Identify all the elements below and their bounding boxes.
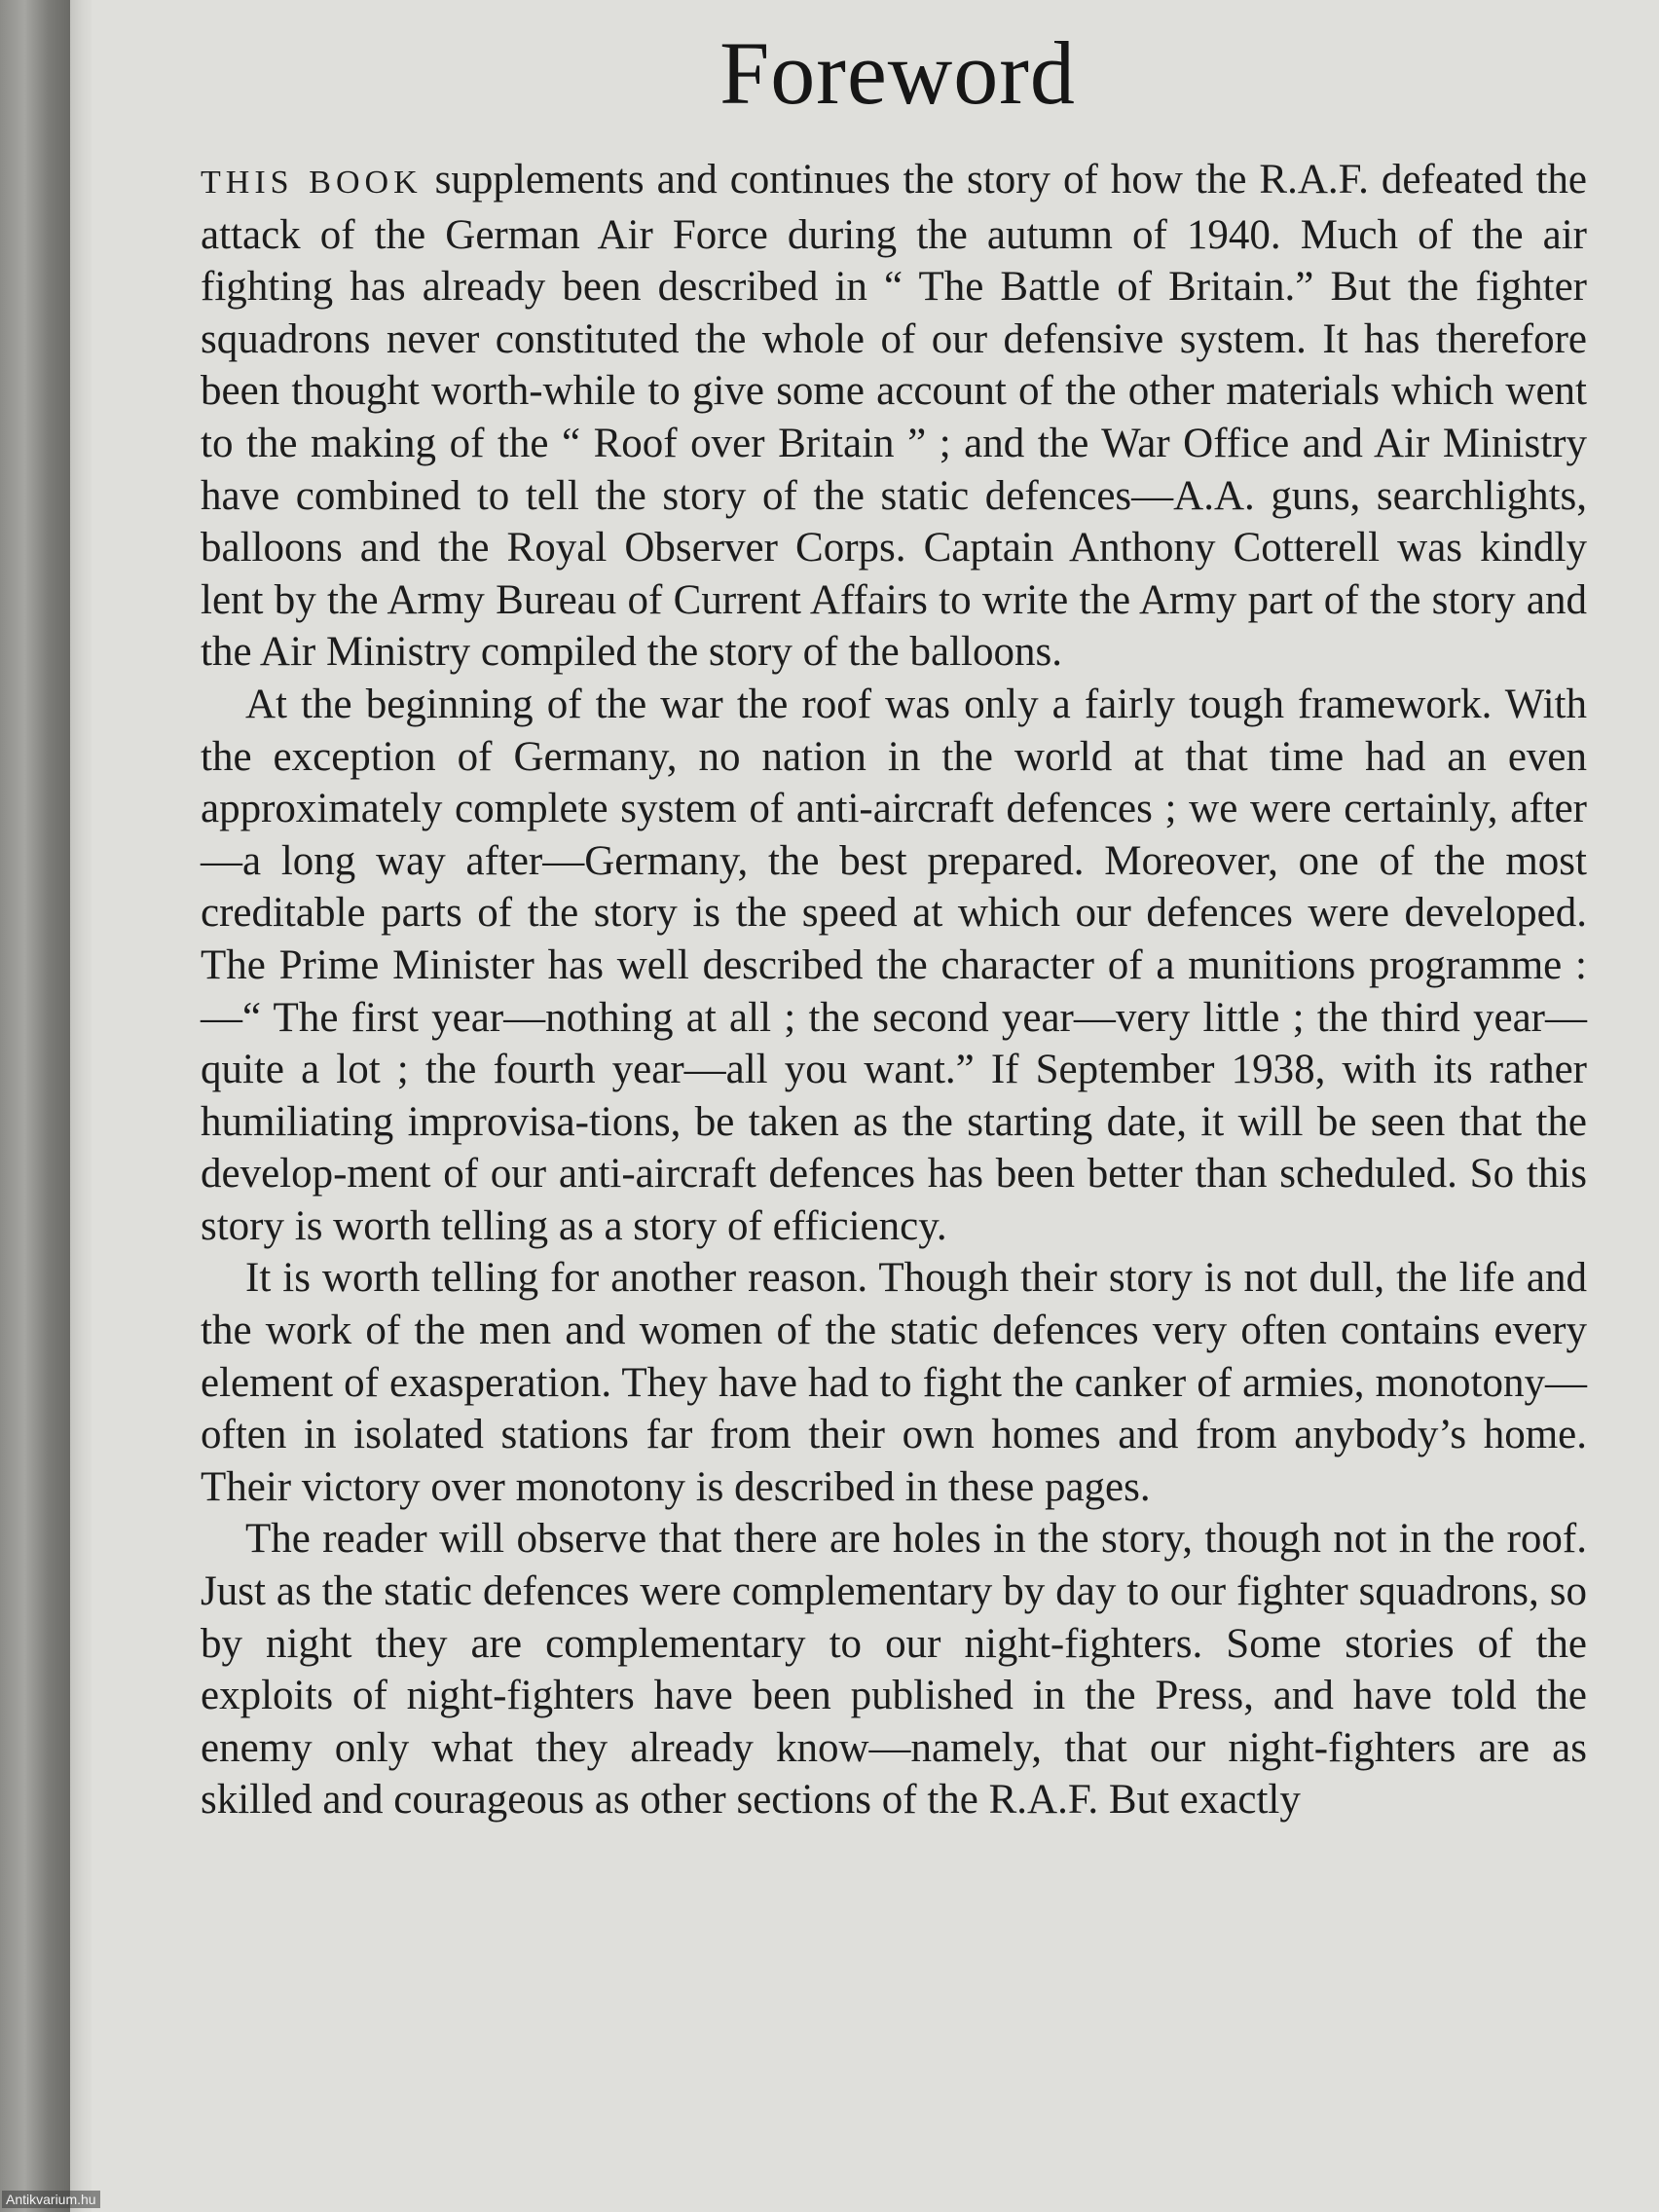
paragraph-4: The reader will observe that there are holes in the story, though not in the roof. Just as the static defences were complementary by day to our fighter squadrons, so by night they are complementary to our night-fighters. Some stories of the exploits of night-fighters have been published in the Press, and have told the enemy only what they already know—namely, that our night-fighters are as skilled and courageous as other sections of the R.A.F. But exactly: [201, 1516, 1587, 1824]
watermark-label: Antikvarium.hu: [2, 2191, 100, 2208]
lead-in-smallcaps: THIS BOOK: [201, 165, 423, 201]
page-gutter: [70, 0, 92, 2212]
paragraph-1-text: supplements and continues the story of how the R.A.F. defeated the attack of the German Air Force during the autumn of 1940. Much of the air fighting has already been described in “ The Battle of Britain.” But the fighter squadrons never constituted the whole of our defensive system. It has therefore been thought worth-while to give some account of the other materials which went to the making of the “ Roof over Britain ” ; and the War Office and Air Ministry have combined to tell the story of the static defences—A.A. guns, searchlights, balloons and the Royal Observer Corps. Captain Anthony Cotterell was kindly lent by the Army Bureau of Current Affairs to write the Army part of the story and the Air Ministry compiled the story of the balloons.: [201, 157, 1587, 676]
book-spine-shadow: [0, 0, 70, 2212]
paragraph-2: At the beginning of the war the roof was only a fairly tough framework. With the exception of Germany, no nation in the world at that time had an even approximately complete system of anti-aircraft defences ; we were certainly, after—a long way after—Germany, the best prepared. Moreover, one of the most creditable parts of the story is the speed at which our defences were developed. The Prime Minister has well described the character of a munitions programme :—“ The first year—nothing at all ; the second year—very little ; the third year—quite a lot ; the fourth year—all you want.” If September 1938, with its rather humiliating improvisa-tions, be taken as the starting date, it will be seen that the develop-ment of our anti-aircraft defences has been better than scheduled. So this story is worth telling as a story of efficiency.: [201, 681, 1587, 1249]
paragraph-1: [201, 154, 1587, 679]
foreword-body: [201, 154, 1587, 1826]
paragraph-3: It is worth telling for another reason. Though their story is not dull, the life and the work of the men and women of the static defences very often contains every element of exasperation. They have had to fight the canker of armies, monotony—often in isolated stations far from their own homes and from anybody’s home. Their victory over monotony is described in these pages.: [201, 1255, 1587, 1510]
page-title: Foreword: [719, 23, 1076, 123]
